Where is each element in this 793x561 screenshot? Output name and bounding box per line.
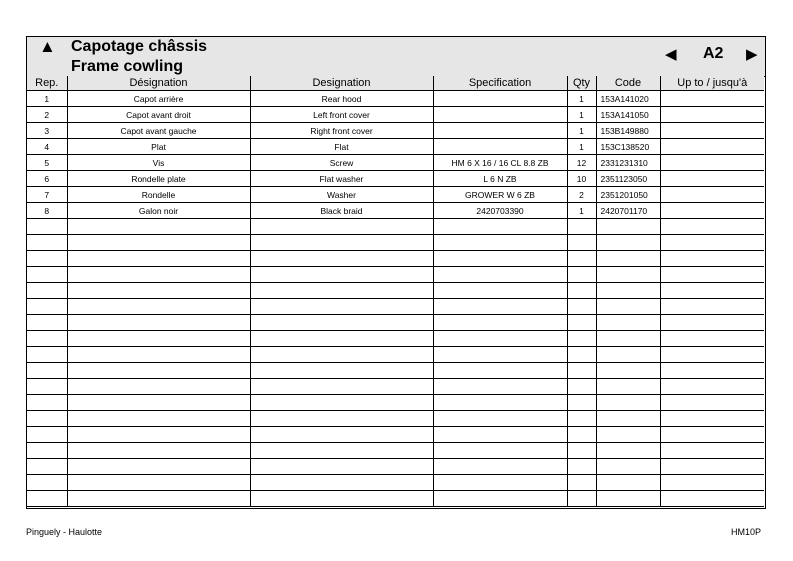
cell-qty: 12 [567, 155, 596, 171]
empty-cell [660, 347, 764, 363]
cell-specification: HM 6 X 16 / 16 CL 8.8 ZB [433, 155, 567, 171]
empty-row [27, 427, 764, 443]
cell-rep: 3 [27, 123, 67, 139]
cell-code: 2420701170 [596, 203, 660, 219]
empty-cell [250, 267, 433, 283]
empty-row [27, 379, 764, 395]
empty-cell [27, 379, 67, 395]
empty-row [27, 459, 764, 475]
empty-cell [596, 459, 660, 475]
empty-cell [67, 443, 250, 459]
column-header-up-to: Up to / jusqu'à [660, 76, 764, 91]
cell-rep: 7 [27, 187, 67, 203]
empty-cell [250, 363, 433, 379]
empty-cell [27, 347, 67, 363]
empty-cell [596, 283, 660, 299]
cell-designation-en: Black braid [250, 203, 433, 219]
empty-cell [433, 347, 567, 363]
sheet-header [27, 37, 765, 77]
cell-qty: 2 [567, 187, 596, 203]
empty-cell [433, 395, 567, 411]
title-english: Frame cowling [71, 58, 184, 75]
empty-cell [660, 411, 764, 427]
empty-cell [250, 491, 433, 507]
empty-cell [660, 443, 764, 459]
empty-cell [250, 395, 433, 411]
empty-cell [67, 491, 250, 507]
cell-designation-fr: Capot arrière [67, 91, 250, 107]
empty-cell [250, 283, 433, 299]
cell-specification: 2420703390 [433, 203, 567, 219]
empty-cell [433, 427, 567, 443]
table-header-row [27, 76, 764, 91]
empty-cell [433, 491, 567, 507]
footer-model: HM10P [731, 527, 762, 537]
empty-cell [67, 347, 250, 363]
cell-designation-en: Left front cover [250, 107, 433, 123]
empty-row [27, 283, 764, 299]
empty-cell [433, 379, 567, 395]
cell-designation-fr: Rondelle [67, 187, 250, 203]
empty-cell [567, 491, 596, 507]
cell-rep: 5 [27, 155, 67, 171]
empty-cell [567, 443, 596, 459]
page-reference: A2 [703, 45, 724, 62]
cell-specification [433, 107, 567, 123]
up-arrow-icon[interactable]: ▲ [39, 37, 56, 56]
empty-cell [660, 459, 764, 475]
empty-cell [660, 475, 764, 491]
empty-cell [660, 251, 764, 267]
empty-cell [67, 459, 250, 475]
cell-designation-fr: Galon noir [67, 203, 250, 219]
cell-code: 153C138520 [596, 139, 660, 155]
empty-cell [660, 315, 764, 331]
empty-cell [660, 331, 764, 347]
empty-cell [67, 219, 250, 235]
empty-cell [67, 267, 250, 283]
empty-cell [27, 443, 67, 459]
empty-cell [596, 363, 660, 379]
empty-cell [596, 331, 660, 347]
empty-cell [433, 331, 567, 347]
empty-cell [567, 251, 596, 267]
empty-cell [250, 331, 433, 347]
empty-cell [27, 363, 67, 379]
empty-cell [250, 443, 433, 459]
empty-row [27, 251, 764, 267]
column-header-code: Code [596, 76, 660, 91]
empty-cell [660, 299, 764, 315]
cell-up-to [660, 187, 764, 203]
empty-cell [27, 315, 67, 331]
empty-cell [67, 475, 250, 491]
empty-cell [567, 411, 596, 427]
cell-rep: 4 [27, 139, 67, 155]
empty-cell [660, 235, 764, 251]
empty-row [27, 491, 764, 507]
cell-code: 2351201050 [596, 187, 660, 203]
empty-cell [596, 235, 660, 251]
column-header-rep: Rep. [27, 76, 67, 91]
empty-row [27, 267, 764, 283]
column-header-specification: Specification [433, 76, 567, 91]
empty-cell [67, 331, 250, 347]
empty-cell [660, 219, 764, 235]
empty-cell [433, 475, 567, 491]
cell-rep: 8 [27, 203, 67, 219]
cell-designation-en: Rear hood [250, 91, 433, 107]
empty-cell [250, 347, 433, 363]
empty-cell [567, 299, 596, 315]
empty-cell [433, 411, 567, 427]
empty-cell [27, 299, 67, 315]
empty-cell [27, 459, 67, 475]
empty-cell [596, 411, 660, 427]
cell-up-to [660, 171, 764, 187]
empty-cell [567, 427, 596, 443]
cell-up-to [660, 107, 764, 123]
footer-company: Pinguely - Haulotte [26, 527, 103, 537]
empty-cell [67, 411, 250, 427]
empty-cell [250, 379, 433, 395]
cell-qty: 1 [567, 139, 596, 155]
empty-cell [660, 427, 764, 443]
empty-row [27, 411, 764, 427]
empty-row [27, 315, 764, 331]
cell-designation-en: Washer [250, 187, 433, 203]
table-row [27, 139, 764, 155]
empty-cell [67, 395, 250, 411]
empty-cell [27, 251, 67, 267]
empty-cell [596, 491, 660, 507]
cell-designation-fr: Capot avant droit [67, 107, 250, 123]
empty-cell [27, 283, 67, 299]
empty-cell [67, 315, 250, 331]
empty-cell [250, 411, 433, 427]
empty-cell [433, 283, 567, 299]
empty-cell [433, 299, 567, 315]
cell-qty: 10 [567, 171, 596, 187]
empty-cell [433, 251, 567, 267]
cell-designation-fr: Vis [67, 155, 250, 171]
cell-specification: GROWER W 6 ZB [433, 187, 567, 203]
cell-up-to [660, 123, 764, 139]
empty-cell [567, 283, 596, 299]
empty-cell [27, 235, 67, 251]
cell-up-to [660, 203, 764, 219]
cell-qty: 1 [567, 123, 596, 139]
title-french: Capotage châssis [71, 38, 208, 55]
empty-cell [596, 315, 660, 331]
table-row [27, 91, 764, 107]
cell-designation-fr: Rondelle plate [67, 171, 250, 187]
table-row [27, 123, 764, 139]
cell-code: 153A141050 [596, 107, 660, 123]
empty-row [27, 331, 764, 347]
empty-cell [433, 267, 567, 283]
empty-cell [250, 427, 433, 443]
empty-cell [433, 315, 567, 331]
cell-designation-en: Flat [250, 139, 433, 155]
table-row [27, 171, 764, 187]
empty-cell [567, 267, 596, 283]
empty-cell [67, 235, 250, 251]
empty-cell [433, 363, 567, 379]
cell-qty: 1 [567, 203, 596, 219]
empty-cell [27, 411, 67, 427]
empty-cell [660, 283, 764, 299]
cell-specification [433, 91, 567, 107]
empty-cell [660, 395, 764, 411]
cell-designation-fr: Plat [67, 139, 250, 155]
empty-cell [250, 459, 433, 475]
empty-cell [567, 395, 596, 411]
empty-cell [67, 427, 250, 443]
cell-qty: 1 [567, 91, 596, 107]
column-header-designation-en: Designation [250, 76, 433, 91]
empty-row [27, 235, 764, 251]
cell-rep: 6 [27, 171, 67, 187]
empty-cell [67, 299, 250, 315]
empty-cell [27, 427, 67, 443]
empty-row [27, 443, 764, 459]
cell-code: 2351123050 [596, 171, 660, 187]
table-row [27, 203, 764, 219]
cell-up-to [660, 155, 764, 171]
empty-cell [27, 331, 67, 347]
empty-cell [567, 363, 596, 379]
table-row [27, 187, 764, 203]
empty-cell [660, 267, 764, 283]
empty-cell [596, 379, 660, 395]
empty-cell [660, 363, 764, 379]
empty-row [27, 395, 764, 411]
empty-cell [27, 395, 67, 411]
empty-cell [596, 395, 660, 411]
table-row [27, 107, 764, 123]
empty-row [27, 299, 764, 315]
empty-row [27, 219, 764, 235]
empty-cell [567, 315, 596, 331]
empty-cell [596, 443, 660, 459]
empty-cell [567, 379, 596, 395]
parts-table [27, 76, 764, 507]
prev-page-icon[interactable]: ◀ [665, 46, 677, 63]
cell-designation-fr: Capot avant gauche [67, 123, 250, 139]
empty-cell [67, 251, 250, 267]
cell-qty: 1 [567, 107, 596, 123]
empty-cell [27, 267, 67, 283]
empty-cell [27, 475, 67, 491]
empty-cell [596, 267, 660, 283]
cell-rep: 2 [27, 107, 67, 123]
column-header-qty: Qty [567, 76, 596, 91]
cell-specification: L 6 N ZB [433, 171, 567, 187]
table-row [27, 155, 764, 171]
empty-cell [250, 299, 433, 315]
empty-cell [67, 379, 250, 395]
cell-code: 2331231310 [596, 155, 660, 171]
empty-cell [567, 331, 596, 347]
empty-cell [596, 347, 660, 363]
empty-cell [596, 475, 660, 491]
cell-specification [433, 139, 567, 155]
empty-cell [67, 363, 250, 379]
empty-cell [27, 219, 67, 235]
empty-cell [250, 235, 433, 251]
empty-cell [567, 219, 596, 235]
empty-cell [596, 299, 660, 315]
empty-cell [250, 475, 433, 491]
empty-cell [250, 251, 433, 267]
empty-cell [596, 219, 660, 235]
next-page-icon[interactable]: ▶ [746, 46, 758, 63]
cell-specification [433, 123, 567, 139]
empty-cell [433, 219, 567, 235]
cell-code: 153A141020 [596, 91, 660, 107]
empty-cell [567, 235, 596, 251]
cell-designation-en: Right front cover [250, 123, 433, 139]
cell-up-to [660, 91, 764, 107]
empty-cell [433, 235, 567, 251]
cell-rep: 1 [27, 91, 67, 107]
cell-designation-en: Flat washer [250, 171, 433, 187]
cell-code: 153B149880 [596, 123, 660, 139]
empty-row [27, 347, 764, 363]
empty-cell [567, 459, 596, 475]
empty-row [27, 363, 764, 379]
parts-sheet [26, 36, 766, 509]
empty-row [27, 475, 764, 491]
empty-cell [660, 379, 764, 395]
empty-cell [596, 251, 660, 267]
empty-cell [67, 283, 250, 299]
empty-cell [567, 475, 596, 491]
cell-designation-en: Screw [250, 155, 433, 171]
empty-cell [433, 443, 567, 459]
cell-up-to [660, 139, 764, 155]
empty-cell [250, 219, 433, 235]
empty-cell [250, 315, 433, 331]
empty-cell [27, 491, 67, 507]
column-header-designation-fr: Désignation [67, 76, 250, 91]
empty-cell [433, 459, 567, 475]
empty-cell [660, 491, 764, 507]
empty-cell [567, 347, 596, 363]
empty-cell [596, 427, 660, 443]
